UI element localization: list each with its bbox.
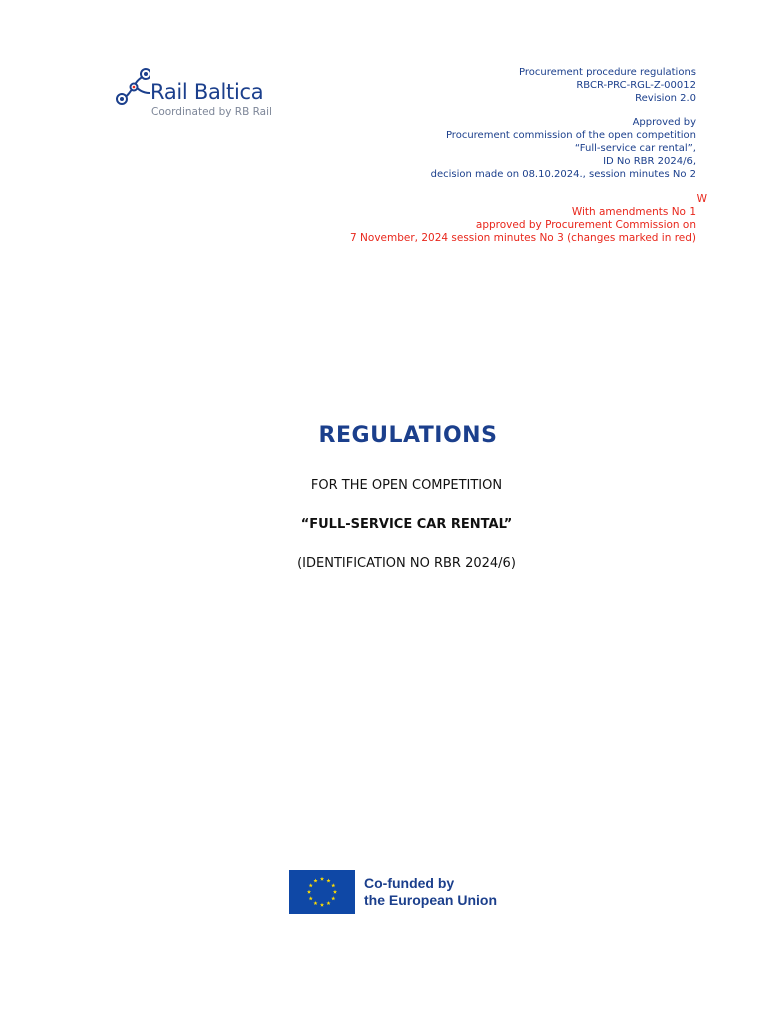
amendment-marker: W bbox=[696, 193, 707, 205]
amendment-line: With amendments No 1 bbox=[571, 206, 696, 218]
logo-subtitle: Coordinated by RB Rail bbox=[151, 106, 272, 118]
document-meta bbox=[519, 66, 696, 105]
eu-union-text: the European Union bbox=[364, 892, 497, 908]
document-type: Procurement procedure regulations bbox=[519, 67, 696, 78]
page-subtitle: FOR THE OPEN COMPETITION bbox=[310, 478, 503, 493]
approval-line: decision made on 08.10.2024., session minutes No 2 bbox=[430, 169, 696, 180]
identification-number: (IDENTIFICATION NO RBR 2024/6) bbox=[297, 556, 516, 571]
approval-line: Procurement commission of the open competition bbox=[445, 130, 696, 141]
competition-name: “FULL-SERVICE CAR RENTAL” bbox=[300, 517, 513, 532]
amendment-line: 7 November, 2024 session minutes No 3 (changes marked in red) bbox=[350, 232, 696, 244]
approval-block bbox=[431, 116, 696, 181]
eu-cofunded-text: Co-funded by bbox=[364, 875, 455, 891]
eu-flag-icon bbox=[289, 870, 355, 914]
document-code: RBCR-PRC-RGL-Z-00012 bbox=[576, 80, 696, 91]
logo-name: Rail Baltica bbox=[150, 80, 264, 104]
document-revision: Revision 2.0 bbox=[635, 93, 696, 104]
page-title: REGULATIONS bbox=[318, 423, 498, 448]
approval-line: “Full-service car rental”, bbox=[574, 143, 696, 154]
approval-line: Approved by bbox=[632, 117, 696, 128]
rail-baltica-logo-icon bbox=[116, 67, 150, 111]
rail-baltica-logo bbox=[116, 67, 286, 123]
approval-line: ID No RBR 2024/6, bbox=[603, 156, 696, 167]
amendment-note bbox=[350, 206, 696, 245]
amendment-line: approved by Procurement Commission on bbox=[475, 219, 696, 231]
